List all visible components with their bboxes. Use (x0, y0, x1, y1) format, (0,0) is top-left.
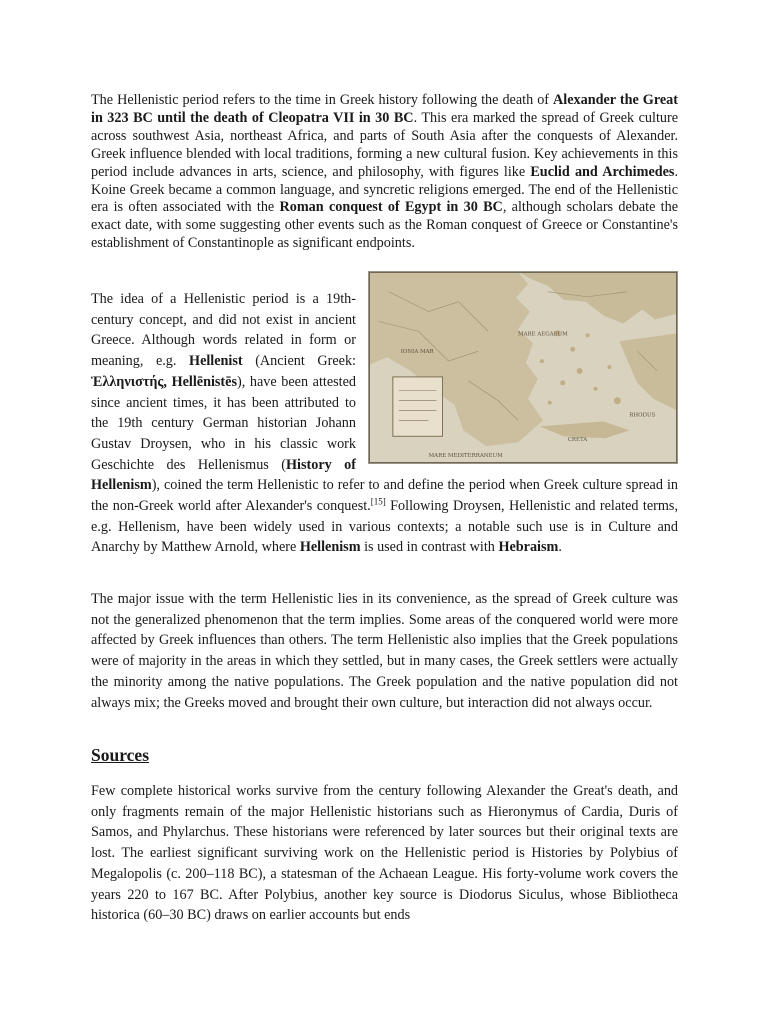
intro-text: . Koine Greek became a common language, and syncretic religions emerged. The end of the Hellenistic era is often associated with the (91, 163, 678, 216)
issue-paragraph: The major issue with the term Hellenistic lies in its convenience, as the spread of Greek culture was not the generalized phenomenon that the term implies. Some areas of the conquered world were more affected by Greek influences than others. The term Hellenistic also implies that the Greek populations were of majority in the areas in which they settled, but in many cases, the Greek settlers were actually the minority among the native populations. The Greek population and the native population did not always mix; the Greeks moved and brought their own culture, but interaction did not always occur. (91, 591, 678, 711)
map-label-mediterranean: MARE MEDITERRANEUM (428, 453, 503, 460)
intro-text: , although scholars debate the exact date, with some suggesting other events such as the Roman conquest of Greece or Constantine's establishment of Constantinople as significant endpoints. (91, 199, 679, 252)
bold-roman-conquest: Roman conquest of Egypt in 30 BC (279, 199, 503, 216)
bold-hellenism: Hellenism (299, 539, 361, 556)
map-label-ionia: IONIA MAR (400, 349, 434, 356)
concept-text: . (558, 539, 562, 556)
map-illustration (369, 272, 677, 463)
bold-history-of-hellenism: History of Hellenism (91, 456, 356, 494)
concept-text: ), coined the term Hellenistic to refer to and define the period when Greek culture spread in the non-Greek world after Alexander's conquest. (91, 477, 678, 515)
bold-hebraism: Hebraism (498, 539, 559, 556)
map-label-rhodes: RHODUS (629, 412, 656, 419)
concept-text: ), have been attested since ancient times, it has been attributed to the 19th century German historian Johann Gustav Droysen, who in his classic work Geschichte des Hellenismus ( (91, 373, 357, 473)
intro-paragraph (91, 92, 678, 253)
map-label-aegean: MARE AEGAEUM (518, 331, 568, 338)
bold-greek-term: Ἑλληνιστής, Hellēnistēs (91, 373, 237, 390)
map-label-crete: CRETA (567, 437, 588, 444)
concept-text: is used in contrast with (360, 539, 499, 556)
bold-hellenist: Hellenist (189, 353, 243, 370)
concept-text: (Ancient Greek: (242, 353, 356, 370)
concept-text: Following Droysen, Hellenistic and related terms, e.g. Hellenism, have been widely used in various contexts; a notable such use is in Culture and Anarchy by Matthew Arnold, where (91, 498, 678, 556)
intro-text: The Hellenistic period refers to the time in Greek history following the death of (91, 92, 554, 108)
concept-paragraph (91, 289, 678, 558)
sources-heading: Sources (91, 745, 150, 765)
sources-paragraph: Few complete historical works survive from the century following Alexander the Great's death, and only fragments remain of the major Hellenistic historians such as Hieronymus of Cardia, Duris of Samos, and Phylarchus. These historians were referenced by later sources but their original texts are lost. The earliest significant surviving work on the Hellenistic period is Histories by Polybius of Megalopolis (c. 200–118 BC), a statesman of the Achaean League. His forty-volume work covers the years 220 to 167 BC. After Polybius, another key source is Diodorus Siculus, whose Bibliotheca historica (60–30 BC) draws on earlier accounts but ends (91, 783, 678, 924)
bold-dates: Alexander the Great in 323 BC until the death of Cleopatra VII in 30 BC (91, 92, 678, 126)
citation-ref[interactable]: [15] (370, 496, 386, 507)
intro-text: . This era marked the spread of Greek culture across southwest Asia, northeast Africa, and parts of South Asia after the conquests of Alexander. Greek influence blended with local traditions, forming a new cultural fusion. Key achievements in this period include advances in arts, science, and philosophy, with figures like (91, 109, 678, 180)
bold-figures: Euclid and Archimedes (530, 163, 675, 180)
historical-map-image (368, 271, 678, 464)
concept-text: The idea of a Hellenistic period is a 19th-century concept, and did not exist in ancient Greece. Although words related in form or meaning, e.g. (91, 291, 356, 370)
